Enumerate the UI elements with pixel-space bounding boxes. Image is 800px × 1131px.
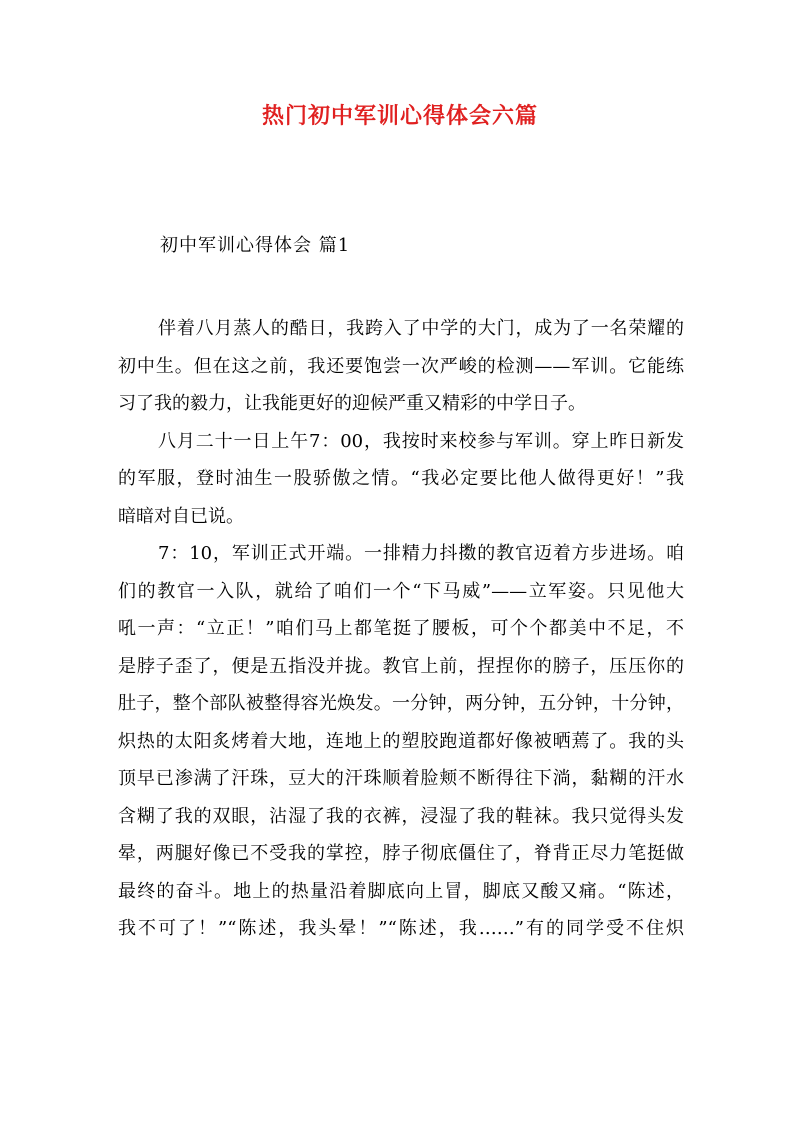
paragraph-3 bbox=[118, 535, 684, 948]
text-line: 晕，两腿好像已不受我的掌控，脖子彻底僵住了，脊背正尽力笔挺做 bbox=[118, 843, 684, 864]
text-line: 伴着八月蒸人的酷日，我跨入了中学的大门，成为了一名荣耀的 bbox=[158, 318, 684, 339]
text-line: 炽热的太阳炙烤着大地，连地上的塑胶跑道都好像被晒蔫了。我的头 bbox=[118, 730, 684, 752]
text-line: 初中生。但在这之前，我还要饱尝一次严峻的检测——军训。它能练 bbox=[118, 355, 684, 377]
section-heading: 初中军训心得体会 篇1 bbox=[160, 235, 351, 256]
text-line: 习了我的毅力，让我能更好的迎候严重又精彩的中学日子。 bbox=[118, 393, 586, 414]
text-line: 我不可了！”“陈述，我头晕！”“陈述，我……”有的同学受不住炽 bbox=[118, 918, 684, 939]
text-line: 的军服，登时油生一股骄傲之情。“我必定要比他人做得更好！”我 bbox=[118, 468, 684, 489]
text-line: 吼一声：“立正！”咱们马上都笔挺了腰板，可个个都美中不足，不 bbox=[118, 618, 684, 639]
text-line: 含糊了我的双眼，沾湿了我的衣裤，浸湿了我的鞋袜。我只觉得头发 bbox=[118, 805, 684, 827]
text-line: 们的教官一入队，就给了咱们一个“下马威”——立军姿。只见他大 bbox=[118, 580, 684, 602]
paragraph-2 bbox=[118, 423, 684, 536]
document-title: 热门初中军训心得体会六篇 bbox=[261, 103, 538, 129]
text-line: 最终的奋斗。地上的热量沿着脚底向上冒，脚底又酸又痛。“陈述， bbox=[118, 880, 684, 902]
paragraph-1 bbox=[118, 310, 684, 423]
text-line: 7：10，军训正式开端。一排精力抖擞的教官迈着方步进场。咱 bbox=[158, 543, 684, 564]
article-body bbox=[118, 310, 684, 948]
text-line: 是脖子歪了，便是五指没并拢。教官上前，捏捏你的膀子，压压你的 bbox=[118, 655, 684, 677]
text-line: 肚子，整个部队被整得容光焕发。一分钟，两分钟，五分钟，十分钟， bbox=[118, 693, 684, 714]
text-line: 暗暗对自已说。 bbox=[118, 505, 244, 527]
text-line: 八月二十一日上午7：00，我按时来校参与军训。穿上昨日新发 bbox=[158, 430, 684, 452]
text-line: 顶早已渗满了汗珠，豆大的汗珠顺着脸颊不断得往下淌，黏糊的汗水 bbox=[118, 768, 684, 789]
